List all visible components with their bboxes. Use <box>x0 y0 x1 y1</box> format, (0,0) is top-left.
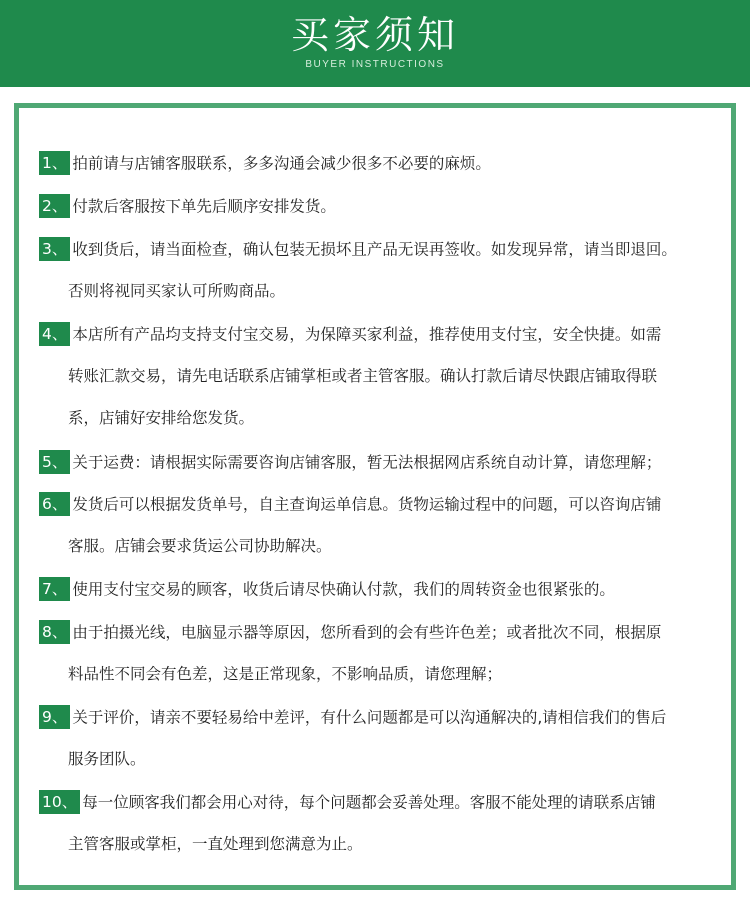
item-number-badge: 3、 <box>39 237 70 261</box>
item-number-badge: 7、 <box>39 577 70 601</box>
page-title: 买家须知 <box>290 13 459 57</box>
instruction-item-8 <box>39 611 729 695</box>
item-number-badge: 5、 <box>39 450 70 474</box>
item-line <box>39 781 729 823</box>
instruction-item-9 <box>39 696 729 780</box>
instruction-item-6 <box>39 483 729 567</box>
item-line <box>39 696 729 738</box>
item-text: 本店所有产品均支持支付宝交易，为保障买家利益，推荐使用支付宝，安全快捷。如需 <box>72 325 662 344</box>
item-text: 发货后可以根据发货单号，自主查询运单信息。货物运输过程中的问题，可以咨询店铺 <box>72 495 662 514</box>
item-text: 拍前请与店铺客服联系，多多沟通会减少很多不必要的麻烦。 <box>72 154 491 173</box>
item-text: 付款后客服按下单先后顺序安排发货。 <box>72 197 336 216</box>
item-continuation-line: 料品性不同会有色差，这是正常现象，不影响品质，请您理解； <box>68 665 503 683</box>
item-continuation-line: 客服。店铺会要求货运公司协助解决。 <box>68 537 332 555</box>
item-number-badge: 10、 <box>39 790 80 814</box>
item-number-badge: 1、 <box>39 151 70 175</box>
item-line <box>39 483 729 525</box>
item-text: 每一位顾客我们都会用心对待，每个问题都会妥善处理。客服不能处理的请联系店铺 <box>82 793 656 812</box>
instruction-item-4 <box>39 313 729 439</box>
instruction-item-3 <box>39 228 729 312</box>
instruction-item-2 <box>39 185 729 227</box>
item-line <box>39 185 729 227</box>
item-number-badge: 4、 <box>39 322 70 346</box>
item-line <box>39 568 729 610</box>
item-continuation-line: 否则将视同买家认可所购商品。 <box>68 282 286 300</box>
item-line <box>39 313 729 355</box>
item-line <box>39 142 729 184</box>
item-text: 使用支付宝交易的顾客，收货后请尽快确认付款，我们的周转资金也很紧张的。 <box>72 580 615 599</box>
instructions-frame <box>14 103 736 890</box>
instruction-item-10 <box>39 781 729 865</box>
instruction-item-7 <box>39 568 729 610</box>
item-continuation-line: 转账汇款交易，请先电话联系店铺掌柜或者主管客服。确认打款后请尽快跟店铺取得联 <box>68 367 658 385</box>
header-band <box>0 0 750 87</box>
item-text: 由于拍摄光线，电脑显示器等原因，您所看到的会有些许色差；或者批次不同，根据原 <box>72 623 662 642</box>
item-number-badge: 2、 <box>39 194 70 218</box>
item-continuation-line: 主管客服或掌柜，一直处理到您满意为止。 <box>68 835 363 853</box>
item-line <box>39 228 729 270</box>
item-number-badge: 6、 <box>39 492 70 516</box>
item-text: 关于运费：请根据实际需要咨询店铺客服，暂无法根据网店系统自动计算，请您理解； <box>72 453 662 472</box>
item-line <box>39 611 729 653</box>
item-number-badge: 9、 <box>39 705 70 729</box>
item-text: 关于评价，请亲不要轻易给中差评，有什么问题都是可以沟通解决的,请相信我们的售后 <box>72 708 667 727</box>
instruction-item-5 <box>39 441 729 483</box>
instruction-item-1 <box>39 142 729 184</box>
item-line <box>39 441 729 483</box>
page-subtitle: BUYER INSTRUCTIONS <box>305 59 445 70</box>
item-continuation-line: 系，店铺好安排给您发货。 <box>68 409 255 427</box>
item-continuation-line: 服务团队。 <box>68 750 146 768</box>
item-text: 收到货后，请当面检查，确认包装无损坏且产品无误再签收。如发现异常，请当即退回。 <box>72 240 677 259</box>
item-number-badge: 8、 <box>39 620 70 644</box>
